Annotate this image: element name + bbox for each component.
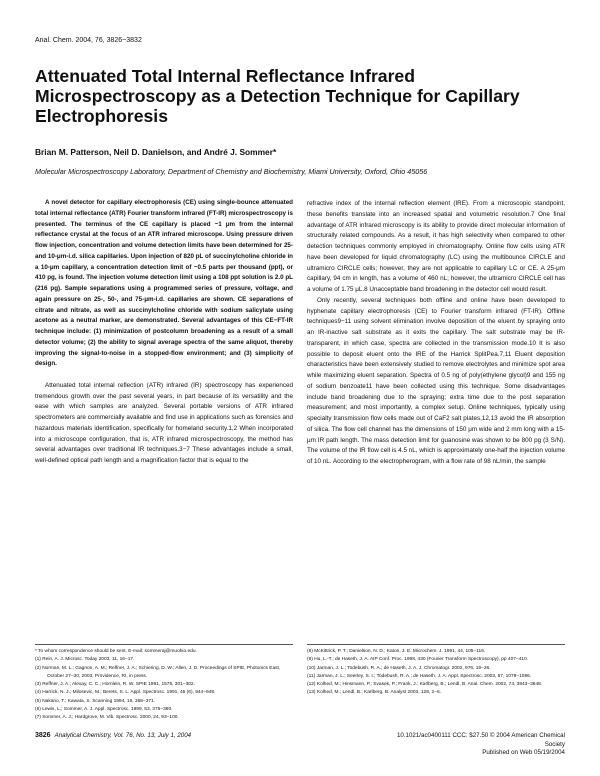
footnote-divider-left — [35, 644, 293, 645]
reference-item: (6) Lewis, L.; Sommer, A. J. Appl. Spectrosc. 1999, 53, 375−380. — [35, 707, 173, 713]
reference-item: (12) Kolhed, M.; Hinsmann, P.; Svasek, P.; Frank, J.; Karlberg, B.; Lendl, B. Anal. Chem. 2002, 74, 3843−3848. — [307, 682, 543, 688]
page-footer-right — [388, 732, 565, 758]
body-paragraph-1: refractive index of the internal reflection element (IRE). From a microscopic standpoint, these benefits translate into an increased spatial and volumetric resolution.7 One final advantage of ATR infrared microscopy is its ability to provide direct molecular information of structurally related compounds. As a result, it has high selectivity when compared to other detection techniques commonly employed in chromatography. Online flow cells using ATR have been developed for liquid chromatography (LC) using the multibounce CIRCLE and ultramicro CIRCLE cells; however, they are not applicable to capillary LC or CE. A 25-μm capillary, 94 cm in length, has a volume of 460 nL; however, the ultramicro CIRCLE cell has a volume of 1.75 μL.8 Unacceptable band broadening in the detector cell would result. — [307, 200, 565, 293]
reference-item: (2) Norman, M. L.; Gagnon, A. M.; Reffner, J. A.; Schiering, D. W.; Allen, J. D. Proceedings of SPIE, Photonics East, October 27−30, 2003, Providence, RI, in press. — [35, 665, 281, 679]
article-title: Attenuated Total Internal Reflectance Infrared Microspectroscopy as a Detection Technique for Capillary Electrophoresis — [35, 66, 520, 126]
abstract: A novel detector for capillary electrophoresis (CE) using single-bounce attenuated total internal reflectance (ATR) Fourier transform infrared (FT-IR) microspectroscopy is presented. The terminus of the CE capillary is placed ~1 μm from the internal reflectance crystal at the focus of an ATR infrared microscope. Using pressure driven flow injection, concentration and volume detection limits have been determined for 25- and 10-μm-i.d. silica capillaries. Upon injection of 820 pL of succinylcholine chloride in a 10-μm capillary, a concentration detection limit of ~0.5 parts per thousand (ppt), or 410 pg, is found. The injection volume detection limit using a 108 ppt solution is 2.0 pL (216 pg). Sample separations using a programmed series of pressure, voltage, and again pressure on 25-, 50-, and 75-μm-i.d. capillaries are shown. CE separations of citrate and nitrate, as well as succinylcholine chloride with sodium salicylate using acetone as a neutral marker, are demonstrated. Several advantages of this CE−FT-IR technique include: (1) minimization of postcolumn broadening as a result of a small detector volume; (2) the ability to signal average spectra of the same aliquot, thereby improving the signal-to-noise in a stopped-flow environment; and (3) simplicity of design. — [35, 199, 293, 368]
page-number: 3826 — [35, 732, 51, 739]
references-right — [307, 648, 565, 698]
reference-item: (4) Harrick, N. J.; Milosevic, M.; Berets, S. L. Appl. Spectrosc. 1991, 45 (6), 944−948. — [35, 690, 216, 696]
reference-item: (5) Nakano, T.; Kawata, S. Scanning 1994, 16, 368−371. — [35, 698, 156, 704]
journal-reference: Anal. Chem. 2004, 76, 3826−3832 — [35, 37, 142, 44]
footnote: * To whom correspondence should be sent. E-mail: sommeraj@muohio.edu. — [35, 649, 197, 654]
reference-item: (11) Jarman, J. L.; Seerley, S. I.; Todebush, R. A.; de Haseth, J. A. Appl. Spectrosc. 2003, 57, 1078−1086. — [307, 673, 532, 679]
intro-paragraph: Attenuated total internal reflection (ATR) infrared (IR) spectroscopy has experienced tremendous growth over the past several years, in part because of its versatility and the ease with which samples are analyzed. Several portable versions of ATR infrared spectrometers are commercially available and find use in applications such as forensics and hazardous materials identification, specifically for homeland security.1,2 When incorporated into a microscope configuration, that is, ATR infrared microspectroscopy, the method has several advantages over traditional IR techniques.3−7 These advantages include a small, well-defined optical path length and a magnification factor that is equal to the — [35, 381, 293, 464]
journal-info: Analytical Chemistry, Vol. 76, No. 13, July 1, 2004 — [54, 732, 192, 739]
reference-item: (8) McKittrick, P. T.; Danielson, N. D.; Katon, J. E. Microchem. J. 1991, 44, 105−116. — [307, 649, 486, 654]
reference-item: (3) Reffner, J. A.; Alexay, C. C.; Hornlein, R. W. SPIE 1991, 1575, 301−302. — [35, 682, 195, 688]
reference-item: (13) Kolhed, M.; Lendl, B.; Karlberg, B. Analyst 2003, 128, 2−6. — [307, 690, 441, 696]
body-paragraph-2: Only recently, several techniques both offline and online have been developed to hyphenate capillary electrophoresis (CE) to Fourier transform infrared (FT-IR). Offline techniques9−11 using solvent elimination involve deposition of the eluent by spraying onto an IR-inactive salt substrate as it exits the capillary. The salt substrate may be IR-transparent, in which case, spectra are collected in the transmission mode.10 It is also possible to deposit eluent onto the IRE of the Harrick SplitPea.7,11 Eluent deposition characteristics have been extensively studied to remove electrolytes and minimize spot area while maximizing eluent separation. Spectra of 0.5 ng of poly(ethylene glycol)9 and 155 ng of sodium benzoate11 have been collected using this technique. Some disadvantages include band broadening due to the spraying; extra time due to the post separation measurement; and most importantly, a complex setup. Online techniques, typically using specialty transmission flow cells made out of CaF2 salt plates,12,13 avoid the IR absorption of silica. The flow cell channel has the dimensions of 150 μm wide and 2 mm long with a 15-μm IR path length. The mass detection limit for guanosine was shown to be 800 pg (3 S/N). The volume of the IR flow cell is 4.5 nL, which is approximately one-half the injection volume of 10 nL. According to the electropherogram, with a flow rate of 98 nL/min, the sample — [307, 296, 565, 465]
published-date: Published on Web 05/19/2004 — [482, 749, 565, 756]
references-left — [35, 648, 293, 723]
footnote-divider-right — [307, 644, 565, 645]
right-column — [307, 199, 565, 468]
reference-item: (1) Rein, A. J. Microsc. Today 2003, 11, 16−17. — [35, 657, 135, 663]
page-footer-left — [35, 732, 191, 739]
reference-item: (9) Hu, L.-T.; de Haseth, J. A. AIP Conf. Proc. 1998, 430 (Fourier Transform Spectroscopy), pp 407−410. — [307, 657, 529, 663]
reference-item: (7) Sommer, A. J.; Hardgrove, M. Vib. Spectrosc. 2000, 24, 93−100. — [35, 715, 179, 721]
doi-price: 10.1021/ac0400111 CCC: $27.50 © 2004 American Chemical Society — [396, 732, 565, 748]
author-list: Brian M. Patterson, Neil D. Danielson, and André J. Sommer* — [35, 147, 277, 157]
affiliation: Molecular Microspectroscopy Laboratory, Department of Chemistry and Biochemistry, Miami University, Oxford, Ohio 45056 — [35, 167, 428, 176]
reference-item: (10) Jarman, J. L.; Todebush, R. A.; de Haseth, J. A. J. Chromatogr. 2002, 976, 19−26. — [307, 665, 491, 671]
left-column — [35, 198, 293, 467]
